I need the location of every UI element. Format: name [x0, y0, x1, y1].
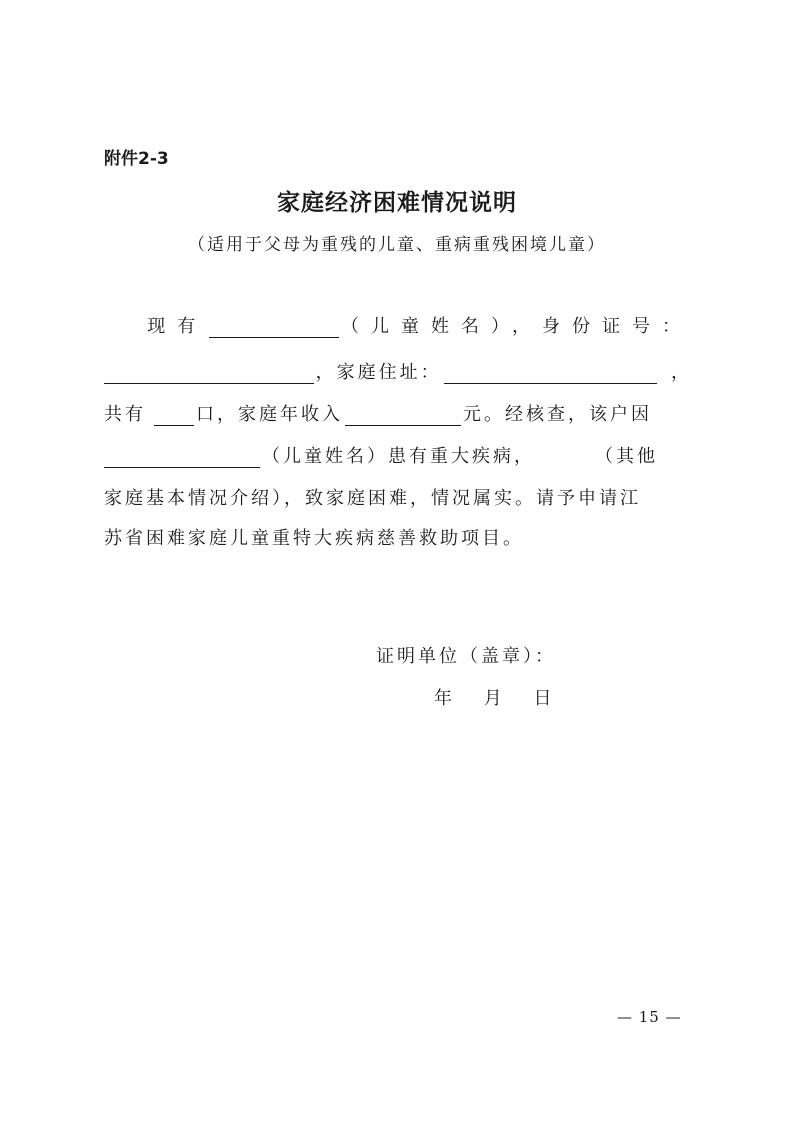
address-blank[interactable] — [444, 361, 657, 384]
paragraph-line-6: 苏省困难家庭儿童重特大疾病慈善救助项目。 — [104, 528, 524, 549]
paragraph-line-1 — [104, 306, 692, 338]
text-verified: 元。经核查，该户因 — [463, 404, 652, 425]
text-existing: 现有 — [147, 316, 208, 337]
child-name-blank[interactable] — [209, 315, 339, 338]
text-id-number: （儿童姓名），身份证号： — [341, 316, 692, 337]
document-title: 家庭经济困难情况说明 — [277, 189, 517, 216]
text-illness: （儿童姓名）患有重大疾病， — [262, 446, 535, 467]
year-label: 年 — [434, 688, 452, 709]
income-blank[interactable] — [345, 403, 461, 426]
text-comma: ， — [671, 362, 692, 383]
page-number: — 15 — — [617, 1008, 682, 1026]
day-label: 日 — [533, 688, 552, 709]
date-line — [434, 684, 577, 710]
paragraph-line-2 — [104, 352, 692, 384]
text-income: 口，家庭年收入 — [196, 404, 343, 425]
child-name-blank-2[interactable] — [104, 445, 260, 468]
paragraph-line-3 — [104, 394, 692, 426]
household-count-blank[interactable] — [154, 403, 194, 426]
month-label: 月 — [483, 688, 502, 709]
text-address: ，家庭住址： — [315, 362, 442, 383]
paragraph-line-4 — [104, 436, 692, 468]
id-number-blank[interactable] — [104, 361, 314, 384]
text-other: （其他 — [595, 446, 658, 467]
certifying-unit-label: 证明单位（盖章）： — [376, 646, 556, 667]
paragraph-line-5: 家庭基本情况介绍），致家庭困难，情况属实。请予申请江 — [104, 488, 641, 509]
text-total: 共有 — [104, 404, 146, 425]
attachment-label: 附件2-3 — [104, 149, 169, 169]
document-subtitle: （适用于父母为重残的儿童、重病重残困境儿童） — [188, 235, 606, 255]
